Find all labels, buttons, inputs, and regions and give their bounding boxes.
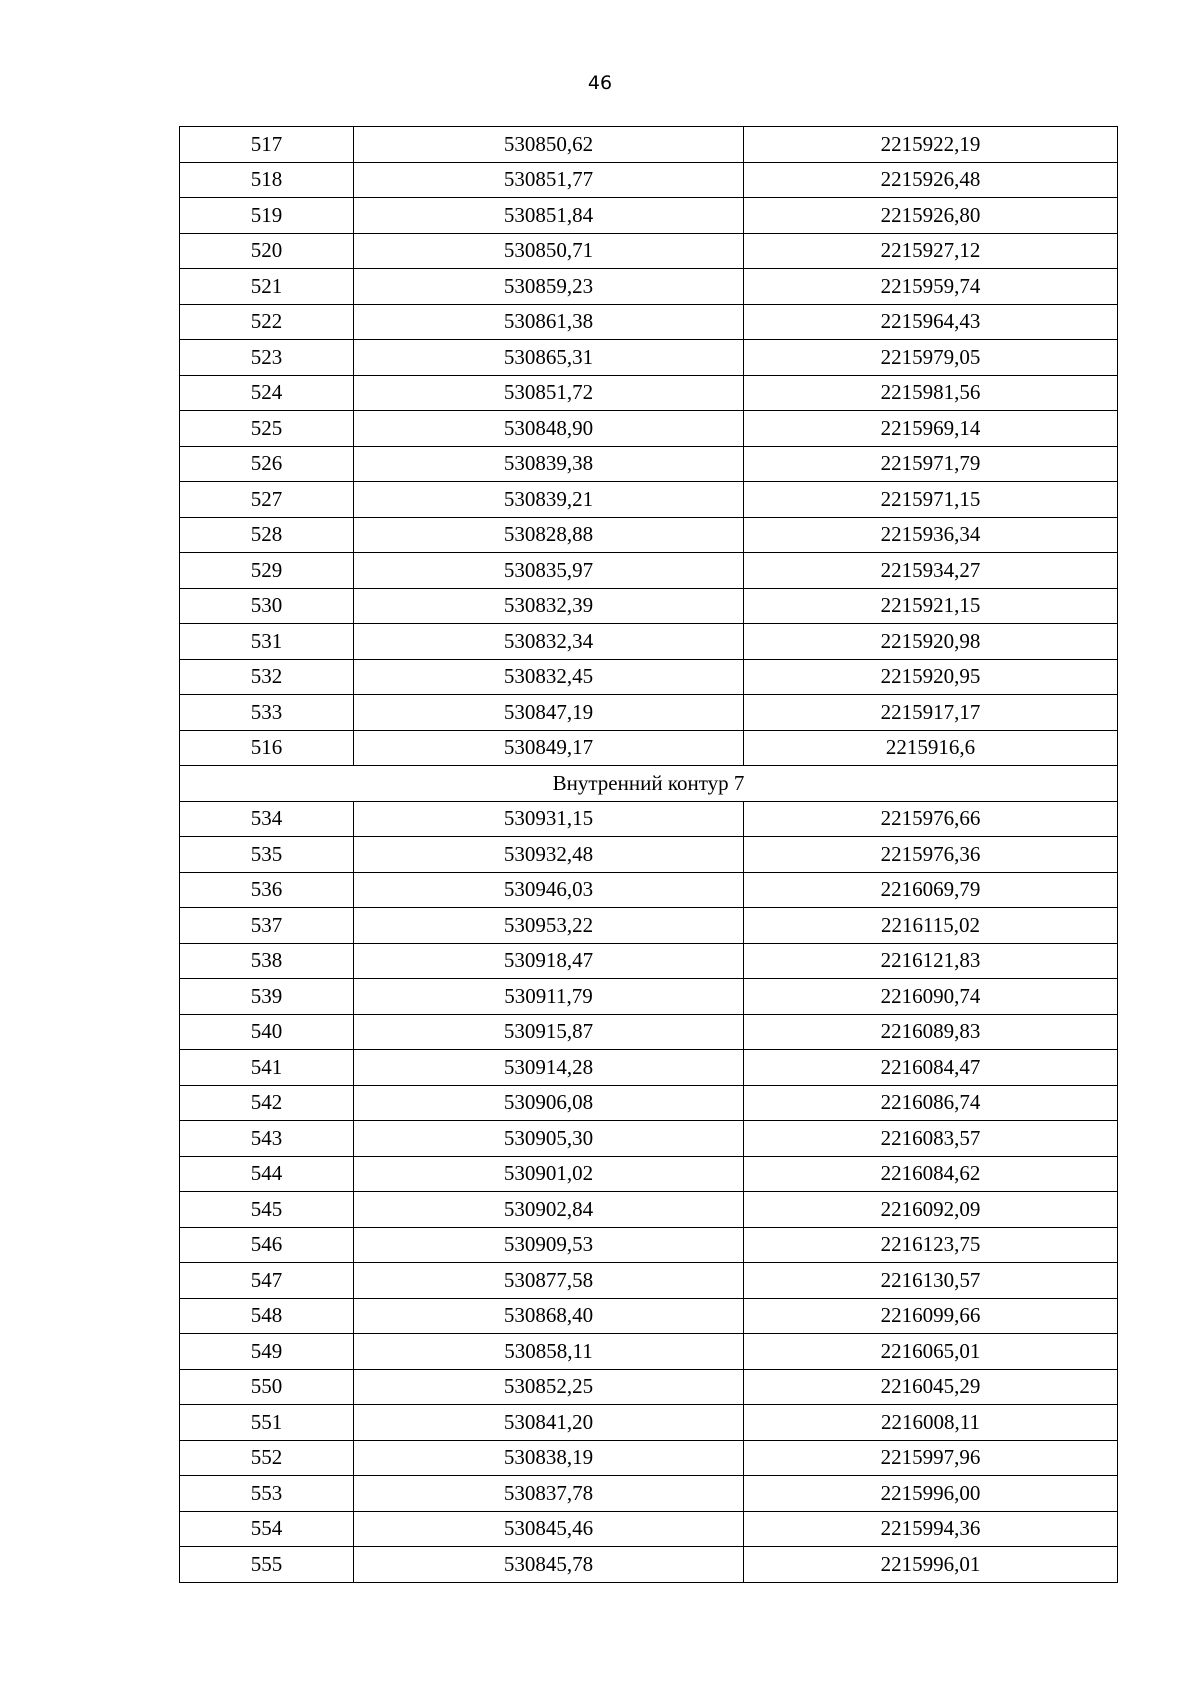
x-coordinate-cell: 530859,23 bbox=[354, 269, 744, 305]
y-coordinate-cell: 2215959,74 bbox=[744, 269, 1118, 305]
x-coordinate-cell: 530851,84 bbox=[354, 198, 744, 234]
table-row bbox=[180, 1050, 1118, 1086]
point-number-cell: 526 bbox=[180, 446, 354, 482]
point-number-cell: 551 bbox=[180, 1405, 354, 1441]
table-row bbox=[180, 1298, 1118, 1334]
x-coordinate-cell: 530902,84 bbox=[354, 1192, 744, 1228]
table-row bbox=[180, 482, 1118, 518]
y-coordinate-cell: 2215994,36 bbox=[744, 1511, 1118, 1547]
y-coordinate-cell: 2215971,79 bbox=[744, 446, 1118, 482]
point-number-cell: 521 bbox=[180, 269, 354, 305]
y-coordinate-cell: 2215971,15 bbox=[744, 482, 1118, 518]
x-coordinate-cell: 530832,45 bbox=[354, 659, 744, 695]
table-row bbox=[180, 1511, 1118, 1547]
coordinates-table bbox=[179, 126, 1118, 1583]
table-row bbox=[180, 1440, 1118, 1476]
x-coordinate-cell: 530914,28 bbox=[354, 1050, 744, 1086]
y-coordinate-cell: 2215996,01 bbox=[744, 1547, 1118, 1583]
y-coordinate-cell: 2216084,47 bbox=[744, 1050, 1118, 1086]
point-number-cell: 529 bbox=[180, 553, 354, 589]
y-coordinate-cell: 2215969,14 bbox=[744, 411, 1118, 447]
x-coordinate-cell: 530946,03 bbox=[354, 872, 744, 908]
y-coordinate-cell: 2215917,17 bbox=[744, 695, 1118, 731]
x-coordinate-cell: 530852,25 bbox=[354, 1369, 744, 1405]
x-coordinate-cell: 530850,62 bbox=[354, 127, 744, 163]
x-coordinate-cell: 530858,11 bbox=[354, 1334, 744, 1370]
x-coordinate-cell: 530832,39 bbox=[354, 588, 744, 624]
x-coordinate-cell: 530845,78 bbox=[354, 1547, 744, 1583]
coordinates-table-body bbox=[180, 127, 1118, 1583]
table-row bbox=[180, 1121, 1118, 1157]
table-row bbox=[180, 1014, 1118, 1050]
y-coordinate-cell: 2215936,34 bbox=[744, 517, 1118, 553]
x-coordinate-cell: 530832,34 bbox=[354, 624, 744, 660]
x-coordinate-cell: 530931,15 bbox=[354, 801, 744, 837]
point-number-cell: 543 bbox=[180, 1121, 354, 1157]
x-coordinate-cell: 530838,19 bbox=[354, 1440, 744, 1476]
point-number-cell: 542 bbox=[180, 1085, 354, 1121]
x-coordinate-cell: 530861,38 bbox=[354, 304, 744, 340]
table-row bbox=[180, 730, 1118, 766]
y-coordinate-cell: 2216086,74 bbox=[744, 1085, 1118, 1121]
table-row bbox=[180, 304, 1118, 340]
point-number-cell: 549 bbox=[180, 1334, 354, 1370]
point-number-cell: 527 bbox=[180, 482, 354, 518]
y-coordinate-cell: 2216069,79 bbox=[744, 872, 1118, 908]
table-row bbox=[180, 659, 1118, 695]
x-coordinate-cell: 530849,17 bbox=[354, 730, 744, 766]
point-number-cell: 541 bbox=[180, 1050, 354, 1086]
table-row bbox=[180, 943, 1118, 979]
y-coordinate-cell: 2215976,36 bbox=[744, 837, 1118, 873]
x-coordinate-cell: 530915,87 bbox=[354, 1014, 744, 1050]
y-coordinate-cell: 2216123,75 bbox=[744, 1227, 1118, 1263]
table-row bbox=[180, 162, 1118, 198]
point-number-cell: 532 bbox=[180, 659, 354, 695]
table-row bbox=[180, 1405, 1118, 1441]
y-coordinate-cell: 2216099,66 bbox=[744, 1298, 1118, 1334]
point-number-cell: 517 bbox=[180, 127, 354, 163]
table-row bbox=[180, 1263, 1118, 1299]
y-coordinate-cell: 2215979,05 bbox=[744, 340, 1118, 376]
table-row bbox=[180, 1476, 1118, 1512]
x-coordinate-cell: 530848,90 bbox=[354, 411, 744, 447]
table-row bbox=[180, 695, 1118, 731]
point-number-cell: 552 bbox=[180, 1440, 354, 1476]
table-row bbox=[180, 588, 1118, 624]
table-row bbox=[180, 1227, 1118, 1263]
x-coordinate-cell: 530851,77 bbox=[354, 162, 744, 198]
point-number-cell: 554 bbox=[180, 1511, 354, 1547]
table-row bbox=[180, 198, 1118, 234]
point-number-cell: 550 bbox=[180, 1369, 354, 1405]
section-title: Внутренний контур 7 bbox=[180, 766, 1118, 802]
point-number-cell: 545 bbox=[180, 1192, 354, 1228]
x-coordinate-cell: 530918,47 bbox=[354, 943, 744, 979]
y-coordinate-cell: 2216090,74 bbox=[744, 979, 1118, 1015]
y-coordinate-cell: 2216121,83 bbox=[744, 943, 1118, 979]
table-row bbox=[180, 872, 1118, 908]
x-coordinate-cell: 530868,40 bbox=[354, 1298, 744, 1334]
table-row bbox=[180, 553, 1118, 589]
table-row bbox=[180, 1085, 1118, 1121]
y-coordinate-cell: 2216130,57 bbox=[744, 1263, 1118, 1299]
point-number-cell: 540 bbox=[180, 1014, 354, 1050]
section-row bbox=[180, 766, 1118, 802]
point-number-cell: 524 bbox=[180, 375, 354, 411]
y-coordinate-cell: 2215934,27 bbox=[744, 553, 1118, 589]
point-number-cell: 534 bbox=[180, 801, 354, 837]
y-coordinate-cell: 2215916,6 bbox=[744, 730, 1118, 766]
y-coordinate-cell: 2215927,12 bbox=[744, 233, 1118, 269]
y-coordinate-cell: 2216084,62 bbox=[744, 1156, 1118, 1192]
point-number-cell: 553 bbox=[180, 1476, 354, 1512]
x-coordinate-cell: 530835,97 bbox=[354, 553, 744, 589]
y-coordinate-cell: 2216092,09 bbox=[744, 1192, 1118, 1228]
table-row bbox=[180, 340, 1118, 376]
page-number: 46 bbox=[587, 72, 613, 94]
table-row bbox=[180, 1547, 1118, 1583]
x-coordinate-cell: 530911,79 bbox=[354, 979, 744, 1015]
table-row bbox=[180, 269, 1118, 305]
y-coordinate-cell: 2216115,02 bbox=[744, 908, 1118, 944]
x-coordinate-cell: 530828,88 bbox=[354, 517, 744, 553]
x-coordinate-cell: 530905,30 bbox=[354, 1121, 744, 1157]
x-coordinate-cell: 530841,20 bbox=[354, 1405, 744, 1441]
table-row bbox=[180, 1192, 1118, 1228]
x-coordinate-cell: 530851,72 bbox=[354, 375, 744, 411]
table-row bbox=[180, 127, 1118, 163]
point-number-cell: 528 bbox=[180, 517, 354, 553]
y-coordinate-cell: 2215922,19 bbox=[744, 127, 1118, 163]
point-number-cell: 546 bbox=[180, 1227, 354, 1263]
y-coordinate-cell: 2215997,96 bbox=[744, 1440, 1118, 1476]
table-row bbox=[180, 446, 1118, 482]
table-row bbox=[180, 411, 1118, 447]
table-row bbox=[180, 1334, 1118, 1370]
point-number-cell: 523 bbox=[180, 340, 354, 376]
y-coordinate-cell: 2216083,57 bbox=[744, 1121, 1118, 1157]
y-coordinate-cell: 2215976,66 bbox=[744, 801, 1118, 837]
table-row bbox=[180, 517, 1118, 553]
y-coordinate-cell: 2215996,00 bbox=[744, 1476, 1118, 1512]
x-coordinate-cell: 530850,71 bbox=[354, 233, 744, 269]
point-number-cell: 525 bbox=[180, 411, 354, 447]
point-number-cell: 544 bbox=[180, 1156, 354, 1192]
y-coordinate-cell: 2215981,56 bbox=[744, 375, 1118, 411]
table-row bbox=[180, 979, 1118, 1015]
point-number-cell: 539 bbox=[180, 979, 354, 1015]
y-coordinate-cell: 2216045,29 bbox=[744, 1369, 1118, 1405]
point-number-cell: 533 bbox=[180, 695, 354, 731]
y-coordinate-cell: 2215920,95 bbox=[744, 659, 1118, 695]
y-coordinate-cell: 2215920,98 bbox=[744, 624, 1118, 660]
y-coordinate-cell: 2215926,80 bbox=[744, 198, 1118, 234]
x-coordinate-cell: 530839,21 bbox=[354, 482, 744, 518]
point-number-cell: 535 bbox=[180, 837, 354, 873]
point-number-cell: 518 bbox=[180, 162, 354, 198]
table-row bbox=[180, 624, 1118, 660]
table-row bbox=[180, 233, 1118, 269]
x-coordinate-cell: 530932,48 bbox=[354, 837, 744, 873]
table-row bbox=[180, 1156, 1118, 1192]
x-coordinate-cell: 530865,31 bbox=[354, 340, 744, 376]
x-coordinate-cell: 530909,53 bbox=[354, 1227, 744, 1263]
point-number-cell: 522 bbox=[180, 304, 354, 340]
y-coordinate-cell: 2215921,15 bbox=[744, 588, 1118, 624]
point-number-cell: 537 bbox=[180, 908, 354, 944]
x-coordinate-cell: 530906,08 bbox=[354, 1085, 744, 1121]
table-row bbox=[180, 837, 1118, 873]
y-coordinate-cell: 2216089,83 bbox=[744, 1014, 1118, 1050]
y-coordinate-cell: 2216065,01 bbox=[744, 1334, 1118, 1370]
x-coordinate-cell: 530877,58 bbox=[354, 1263, 744, 1299]
table-row bbox=[180, 1369, 1118, 1405]
point-number-cell: 547 bbox=[180, 1263, 354, 1299]
point-number-cell: 555 bbox=[180, 1547, 354, 1583]
x-coordinate-cell: 530845,46 bbox=[354, 1511, 744, 1547]
table-row bbox=[180, 908, 1118, 944]
point-number-cell: 519 bbox=[180, 198, 354, 234]
x-coordinate-cell: 530837,78 bbox=[354, 1476, 744, 1512]
point-number-cell: 531 bbox=[180, 624, 354, 660]
table-row bbox=[180, 375, 1118, 411]
x-coordinate-cell: 530847,19 bbox=[354, 695, 744, 731]
x-coordinate-cell: 530839,38 bbox=[354, 446, 744, 482]
x-coordinate-cell: 530901,02 bbox=[354, 1156, 744, 1192]
point-number-cell: 520 bbox=[180, 233, 354, 269]
point-number-cell: 538 bbox=[180, 943, 354, 979]
point-number-cell: 548 bbox=[180, 1298, 354, 1334]
y-coordinate-cell: 2216008,11 bbox=[744, 1405, 1118, 1441]
y-coordinate-cell: 2215926,48 bbox=[744, 162, 1118, 198]
point-number-cell: 516 bbox=[180, 730, 354, 766]
point-number-cell: 530 bbox=[180, 588, 354, 624]
table-row bbox=[180, 801, 1118, 837]
x-coordinate-cell: 530953,22 bbox=[354, 908, 744, 944]
point-number-cell: 536 bbox=[180, 872, 354, 908]
y-coordinate-cell: 2215964,43 bbox=[744, 304, 1118, 340]
